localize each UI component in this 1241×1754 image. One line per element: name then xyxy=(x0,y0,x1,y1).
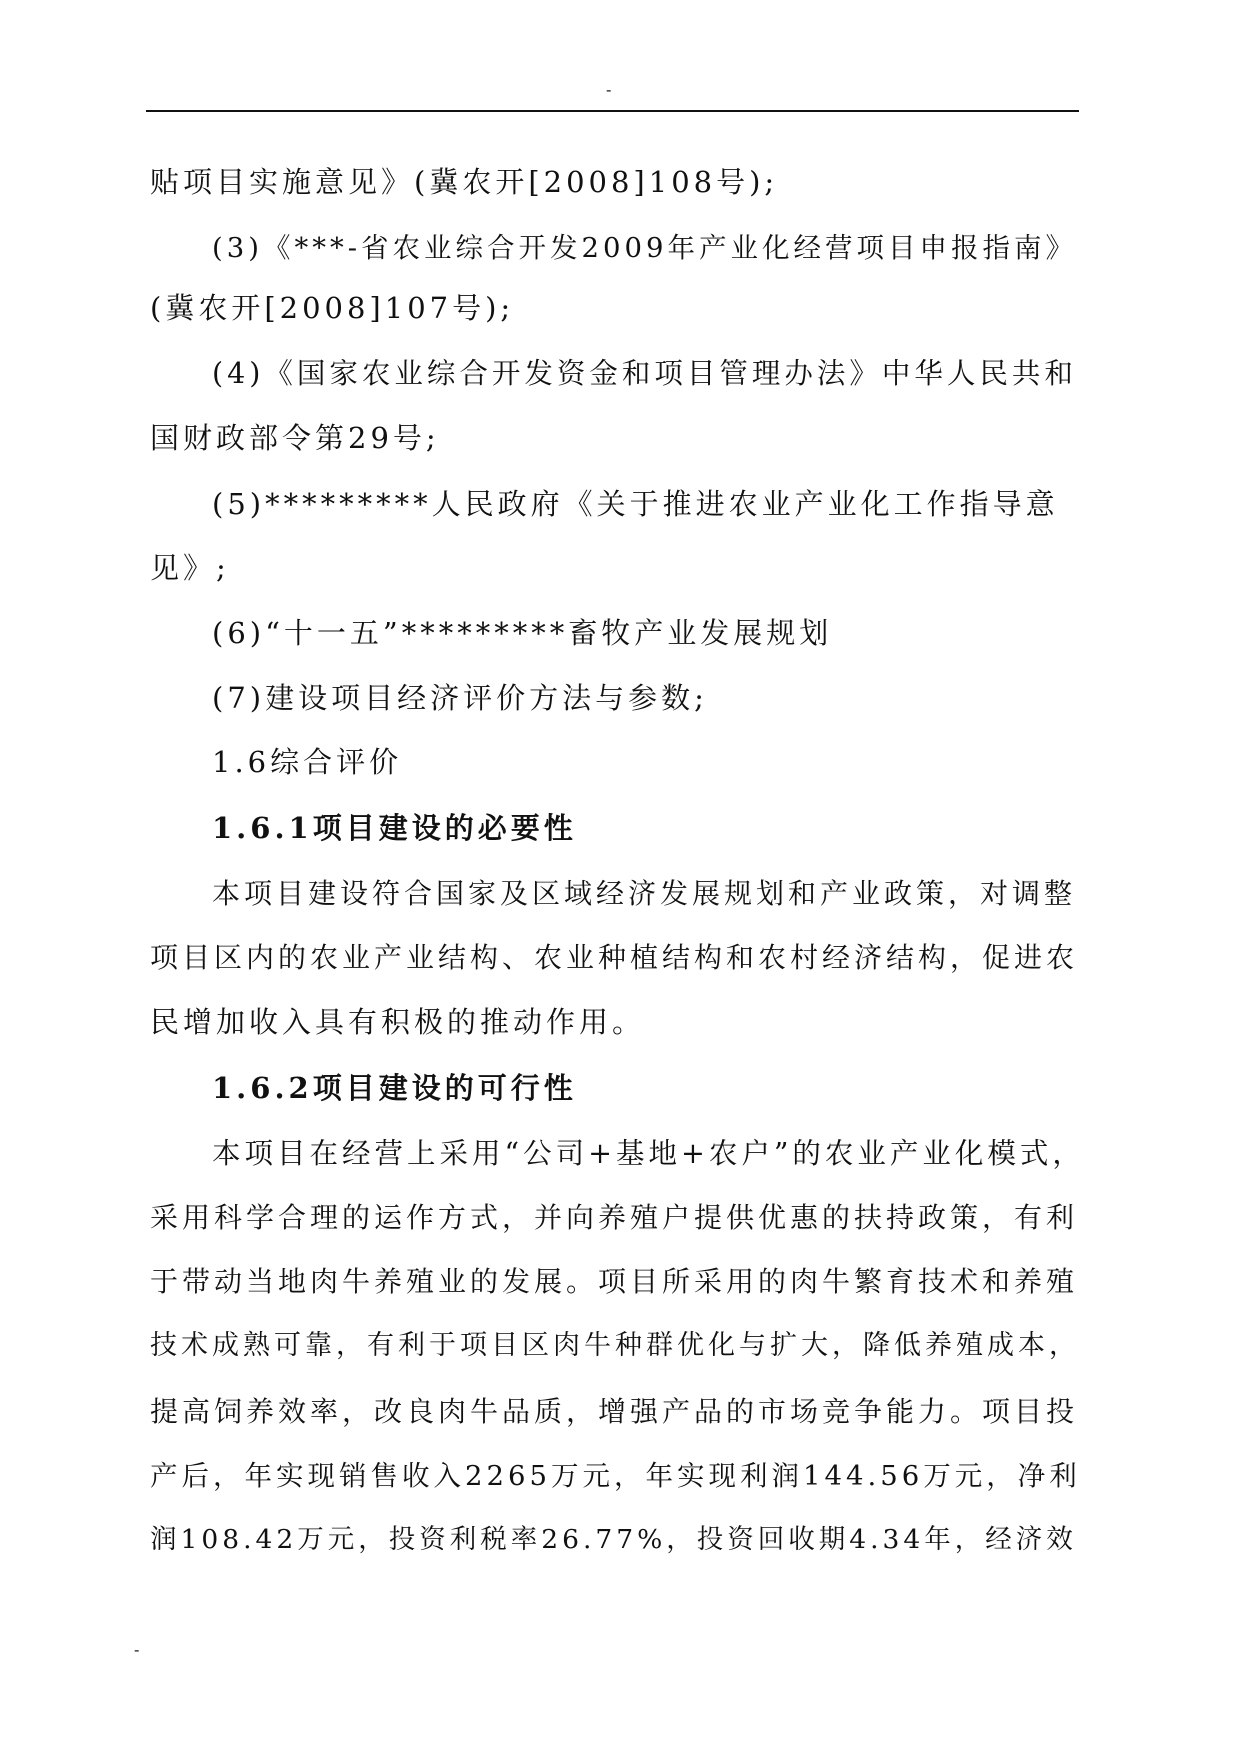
text-line: 见》; xyxy=(150,551,230,585)
text-line: 本项目建设符合国家及区域经济发展规划和产业政策，对调整 xyxy=(212,877,1077,910)
text-line: 润108.42万元，投资利税率26.77%，投资回收期4.34年，经济效 xyxy=(150,1524,1077,1555)
text-line: 贴项目实施意见》(冀农开[2008]108号); xyxy=(150,165,779,199)
section-heading: 1.6综合评价 xyxy=(212,745,403,779)
text-line: 项目区内的农业产业结构、农业种植结构和农村经济结构，促进农 xyxy=(150,941,1079,974)
text-line: 于带动当地肉牛养殖业的发展。项目所采用的肉牛繁育技术和养殖 xyxy=(150,1265,1079,1298)
text-line: (7)建设项目经济评价方法与参数; xyxy=(212,681,708,715)
header-rule xyxy=(146,110,1079,112)
text-line: (4)《国家农业综合开发资金和项目管理办法》中华人民共和 xyxy=(212,357,1077,390)
subsection-heading: 1.6.1项目建设的必要性 xyxy=(212,811,577,845)
subsection-heading: 1.6.2项目建设的可行性 xyxy=(212,1071,577,1105)
text-line: 产后，年实现销售收入2265万元，年实现利润144.56万元，净利 xyxy=(150,1460,1081,1492)
text-line: 本项目在经营上采用“公司+基地+农户”的农业产业化模式， xyxy=(212,1137,1085,1170)
text-line: (6)“十一五”*********畜牧产业发展规划 xyxy=(212,616,833,650)
text-line: 采用科学合理的运作方式，并向养殖户提供优惠的扶持政策，有利 xyxy=(150,1201,1079,1234)
text-line: 民增加收入具有积极的推动作用。 xyxy=(150,1005,646,1039)
text-line: 提高饲养效率，改良肉牛品质，增强产品的市场竞争能力。项目投 xyxy=(150,1395,1079,1428)
text-line: (5)*********人民政府《关于推进农业产业化工作指导意 xyxy=(212,487,1059,521)
text-line: 技术成熟可靠，有利于项目区肉牛种群优化与扩大，降低养殖成本， xyxy=(150,1330,1080,1361)
page-header-mark: - xyxy=(606,80,612,99)
text-line: (3)《***-省农业综合开发2009年产业化经营项目申报指南》 xyxy=(212,232,1077,264)
text-line: 国财政部令第29号; xyxy=(150,421,440,455)
page-footer-mark: - xyxy=(134,1640,140,1659)
text-line: (冀农开[2008]107号); xyxy=(150,291,515,325)
